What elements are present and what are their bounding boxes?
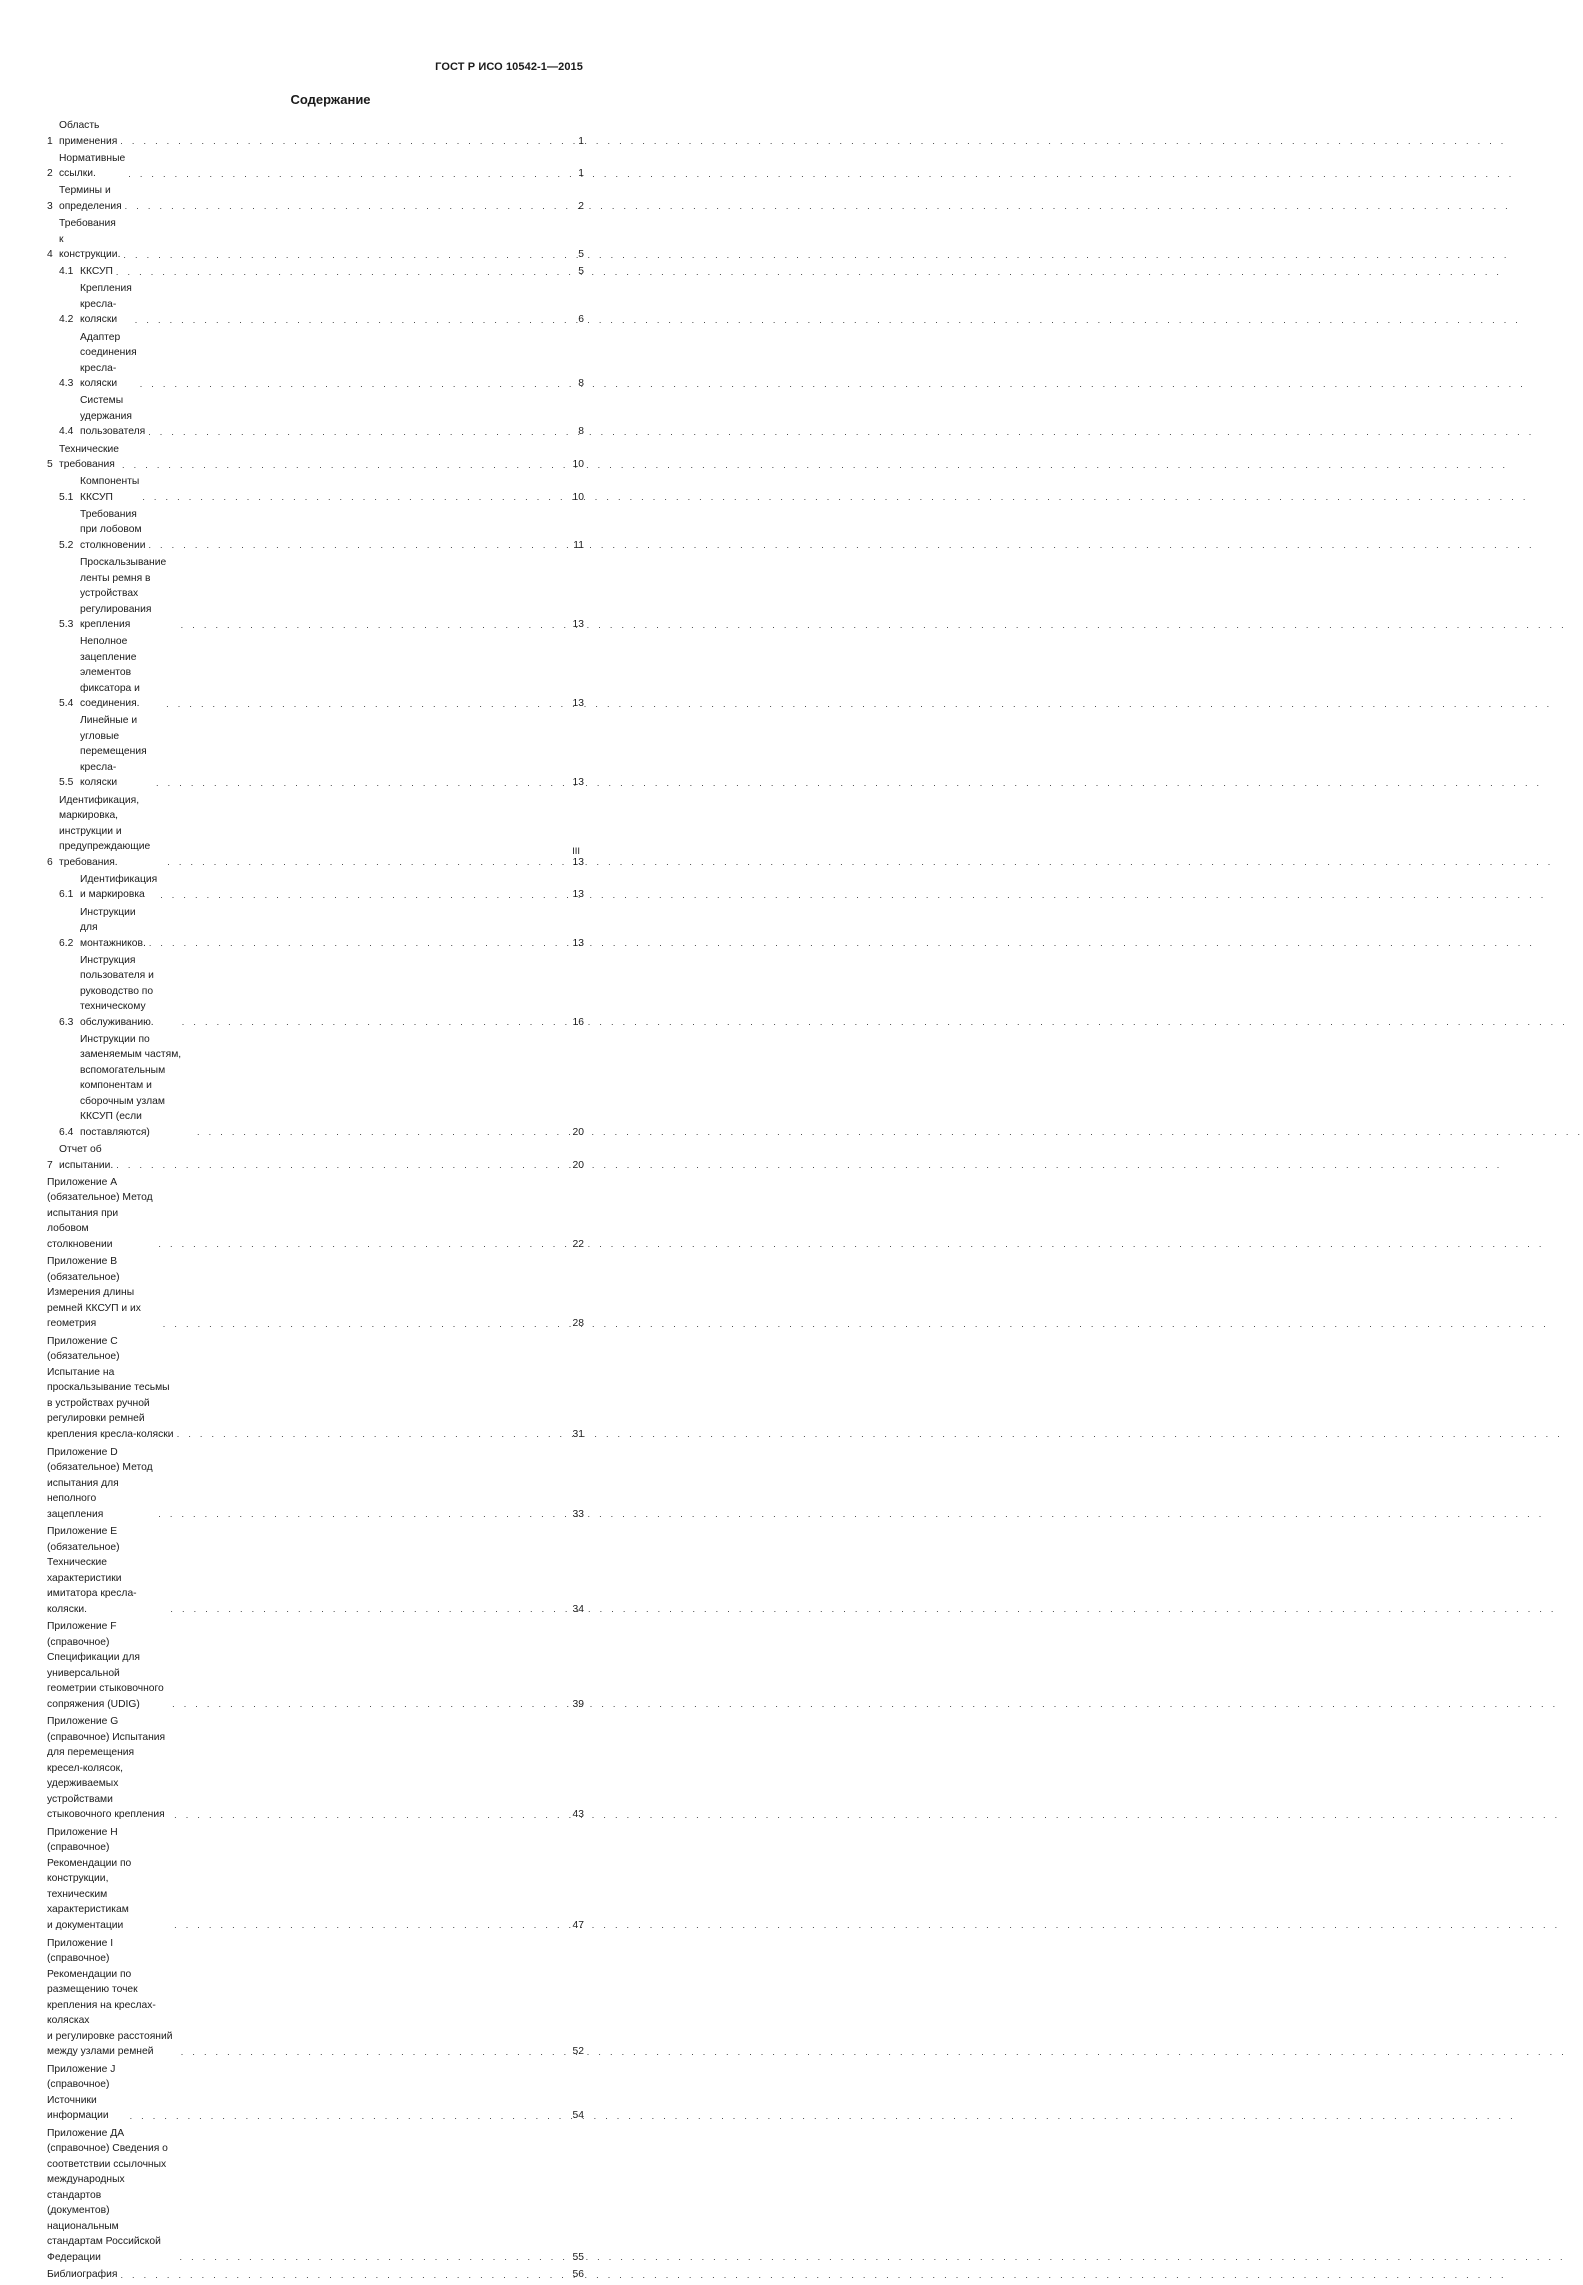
- toc-annex-da[interactable]: [47, 2126, 584, 2266]
- toc-entry-number: 6.1: [59, 889, 74, 901]
- dot-leader: [120, 2268, 569, 2283]
- dot-leader: [166, 697, 569, 712]
- toc-entry-6-3[interactable]: [47, 953, 584, 1031]
- dot-leader: [177, 1427, 570, 1442]
- toc-title: Содержание: [290, 92, 371, 107]
- toc-entry-page: 43: [572, 1809, 584, 1821]
- toc-entry-page: 11: [573, 539, 584, 551]
- toc-entry-text: Область применения: [59, 120, 118, 147]
- dot-leader: [116, 265, 575, 280]
- toc-entry-page: 56: [572, 2269, 584, 2281]
- toc-entry-text: Требования при лобовом столкновении: [80, 508, 146, 551]
- toc-entry-number: 2: [47, 168, 53, 180]
- toc-entry-number: 7: [47, 1159, 53, 1171]
- toc-annex-e[interactable]: [47, 1524, 584, 1617]
- toc-entry-4[interactable]: [47, 216, 584, 263]
- page-number: III: [572, 846, 580, 857]
- toc-annex-g[interactable]: [47, 1714, 584, 1823]
- dot-leader: [182, 1015, 570, 1030]
- toc-entry-text: Идентификация и маркировка: [80, 873, 158, 901]
- toc-entry-number: 5.4: [59, 698, 74, 710]
- toc-entry-text: Инструкции для монтажников.: [80, 906, 146, 949]
- toc-entry-page: 20: [572, 1126, 584, 1138]
- toc-entry-4-1[interactable]: [47, 264, 584, 280]
- dot-leader: [163, 1317, 570, 1332]
- dot-leader: [181, 618, 570, 633]
- toc-entry-number: 6.2: [59, 937, 74, 949]
- dot-leader: [174, 1808, 569, 1823]
- toc-entry-text: Приложение В (обязательное) Измерения длины ремней ККСУП и их геометрия: [47, 1256, 141, 1330]
- toc-entry-text: Приложение E (обязательное) Технические характеристики имитатора кресла-коляски.: [47, 1526, 137, 1615]
- toc-entry-text: Проскальзывание ленты ремня в устройствах регулирования крепления: [80, 557, 167, 631]
- dot-leader: [140, 377, 576, 392]
- toc-annex-c[interactable]: [47, 1334, 584, 1443]
- dot-leader: [167, 855, 569, 870]
- dot-leader: [197, 1125, 570, 1140]
- toc-entry-number: 6.4: [59, 1126, 74, 1138]
- dot-leader: [160, 888, 569, 903]
- dot-leader: [128, 167, 575, 182]
- toc-entry-text: Системы удержания пользователя: [80, 395, 146, 438]
- toc-entry-text: Приложение F (справочное) Спецификации для универсальной геометрии стыковочного сопряжения (UDIG): [47, 1621, 164, 1710]
- toc-entry-text: Приложение D (обязательное) Метод испытания для неполного зацепления: [47, 1446, 153, 1520]
- dot-leader: [172, 1697, 569, 1712]
- dot-leader: [148, 538, 570, 553]
- toc-entry-page: 31: [572, 1428, 584, 1440]
- dot-leader: [149, 936, 570, 951]
- toc-entry-page: 8: [578, 426, 584, 438]
- toc-entry-number: 5.5: [59, 777, 74, 789]
- toc-entry-4-2[interactable]: [47, 281, 584, 328]
- toc-entry-6[interactable]: [47, 793, 584, 871]
- toc-entry-page: 55: [572, 2251, 584, 2263]
- dot-leader: [135, 313, 575, 328]
- toc-entry-page: 39: [572, 1698, 584, 1710]
- toc-entry-text: Приложение G (справочное) Испытания для перемещения кресел-колясок, удерживаемых устройствами стыковочного крепления: [47, 1716, 166, 1821]
- toc-entry-page: 47: [572, 1919, 584, 1931]
- toc-entry-text: Адаптер соединения кресла-коляски: [80, 331, 137, 390]
- toc-entry-4-4[interactable]: [47, 393, 584, 440]
- dot-leader: [120, 134, 575, 149]
- toc-annex-b[interactable]: [47, 1254, 584, 1332]
- toc-entry-5-4[interactable]: [47, 634, 584, 712]
- toc-entry-page: 33: [572, 1508, 584, 1520]
- table-of-contents: [47, 118, 584, 2285]
- toc-entry-number: 4.2: [59, 314, 74, 326]
- toc-entry-2[interactable]: [47, 151, 584, 182]
- toc-entry-page: 10: [572, 491, 584, 503]
- toc-entry-page: 54: [572, 2110, 584, 2122]
- toc-entry-5-1[interactable]: [47, 474, 584, 505]
- toc-entry-number: 5.1: [59, 491, 74, 503]
- toc-entry-6-4[interactable]: [47, 1032, 584, 1141]
- toc-entry-page: 22: [572, 1238, 584, 1250]
- toc-entry-number: 6: [47, 856, 53, 868]
- toc-entry-text: Линейные и угловые перемещения кресла-коляски: [80, 715, 147, 789]
- toc-entry-number: 4.1: [59, 266, 74, 278]
- dot-leader: [142, 490, 569, 505]
- toc-entry-7[interactable]: [47, 1142, 584, 1173]
- dot-leader: [174, 1918, 569, 1933]
- toc-entry-text: Библиография: [47, 2269, 118, 2281]
- toc-entry-text: Требования к конструкции.: [59, 218, 121, 261]
- dot-leader: [181, 2045, 570, 2060]
- toc-annex-d[interactable]: [47, 1445, 584, 1523]
- toc-entry-number: 4: [47, 249, 53, 261]
- toc-entry-page: 16: [572, 1016, 584, 1028]
- toc-entry-5-5[interactable]: [47, 713, 584, 791]
- toc-entry-text: Технические требования: [59, 443, 120, 470]
- toc-entry-text: Термины и определения: [59, 185, 122, 212]
- toc-entry-text: Приложение С (обязательное) Испытание на проскальзывание тесьмы в устройствах ручной регулировки ремней крепления кресла-коляски: [47, 1335, 174, 1440]
- dot-leader: [125, 199, 576, 214]
- toc-entry-5-2[interactable]: [47, 507, 584, 554]
- dot-leader: [123, 248, 575, 263]
- toc-entry-text: Приложение А (обязательное) Метод испытания при лобовом столкновении: [47, 1176, 153, 1250]
- toc-entry-page: 13: [572, 856, 584, 868]
- toc-entry-text: Крепления кресла-коляски: [80, 283, 132, 326]
- toc-entry-4-3[interactable]: [47, 330, 584, 392]
- toc-entry-page: 13: [572, 889, 584, 901]
- toc-entry-number: 4.3: [59, 378, 74, 390]
- dot-leader: [122, 458, 570, 473]
- toc-entry-page: 20: [572, 1159, 584, 1171]
- toc-annex-h[interactable]: [47, 1825, 584, 1934]
- toc-entry-text: Компоненты ККСУП: [80, 476, 140, 503]
- toc-entry-page: 13: [572, 937, 584, 949]
- toc-entry-text: Неполное зацепление элементов фиксатора и соединения.: [80, 636, 140, 710]
- toc-entry-page: 2: [578, 200, 584, 212]
- toc-entry-page: 1: [578, 135, 584, 147]
- dot-leader: [180, 2250, 570, 2265]
- dot-leader: [156, 776, 570, 791]
- toc-entry-text: ККСУП: [80, 266, 113, 278]
- dot-leader: [148, 425, 575, 440]
- toc-entry-text: Инструкции по заменяемым частям, вспомогательным компонентам и сборочным узлам ККСУП (если поставляются): [80, 1033, 182, 1138]
- toc-entry-number: 5.2: [59, 539, 74, 551]
- toc-entry-page: 1: [578, 168, 584, 180]
- toc-entry-text: Приложение ДА (справочное) Сведения о соответствии ссылочных международных стандартов (документов) национальным стандартам Российской Федерации: [47, 2127, 168, 2263]
- toc-entry-page: 13: [572, 698, 584, 710]
- toc-entry-page: 5: [578, 249, 584, 261]
- dot-leader: [170, 1602, 569, 1617]
- toc-entry-page: 5: [578, 266, 584, 278]
- toc-bibliography[interactable]: [47, 2267, 584, 2283]
- document-header: ГОСТ Р ИСО 10542-1—2015: [435, 61, 583, 73]
- toc-entry-number: 6.3: [59, 1016, 74, 1028]
- toc-entry-text: Приложение I (справочное) Рекомендации по размещению точек крепления на креслах-колясках и регулировке расстояний между узлами ремней: [47, 1937, 173, 2057]
- dot-leader: [116, 1158, 569, 1173]
- toc-entry-text: Приложение J (справочное) Источники информации: [47, 2063, 116, 2122]
- toc-entry-page: 13: [572, 619, 584, 631]
- toc-entry-6-2[interactable]: [47, 905, 584, 952]
- toc-annex-i[interactable]: [47, 1936, 584, 2060]
- toc-annex-a[interactable]: [47, 1175, 584, 1253]
- dot-leader: [130, 2109, 570, 2124]
- toc-entry-page: 28: [572, 1318, 584, 1330]
- toc-entry-number: 5: [47, 459, 53, 470]
- dot-leader: [158, 1507, 569, 1522]
- toc-entry-text: Идентификация, маркировка, инструкции и предупреждающие требования.: [59, 794, 151, 868]
- toc-entry-3[interactable]: [47, 183, 584, 214]
- toc-entry-number: 3: [47, 200, 53, 212]
- toc-annex-j[interactable]: [47, 2062, 584, 2124]
- toc-entry-6-1[interactable]: [47, 872, 584, 903]
- toc-entry-page: 6: [578, 314, 584, 326]
- toc-entry-number: 5.3: [59, 619, 74, 631]
- toc-entry-text: Инструкция пользователя и руководство по техническому обслуживанию.: [80, 954, 154, 1028]
- toc-entry-text: Приложение H (справочное) Рекомендации по конструкции, техническим характеристикам и документации: [47, 1826, 132, 1931]
- toc-entry-page: 8: [578, 378, 584, 390]
- toc-entry-1[interactable]: [47, 118, 584, 149]
- dot-leader: [158, 1237, 569, 1252]
- toc-entry-text: Нормативные ссылки.: [59, 152, 126, 180]
- toc-entry-5-3[interactable]: [47, 555, 584, 633]
- toc-entry-page: 52: [572, 2046, 584, 2057]
- toc-entry-number: 1: [47, 135, 53, 147]
- toc-entry-number: 4.4: [59, 426, 74, 438]
- toc-annex-f[interactable]: [47, 1619, 584, 1712]
- toc-entry-text: Отчет об испытании.: [59, 1144, 114, 1171]
- toc-entry-5[interactable]: [47, 442, 584, 473]
- toc-entry-page: 34: [572, 1603, 584, 1615]
- toc-entry-page: 10: [572, 459, 584, 470]
- toc-entry-page: 13: [572, 777, 584, 789]
